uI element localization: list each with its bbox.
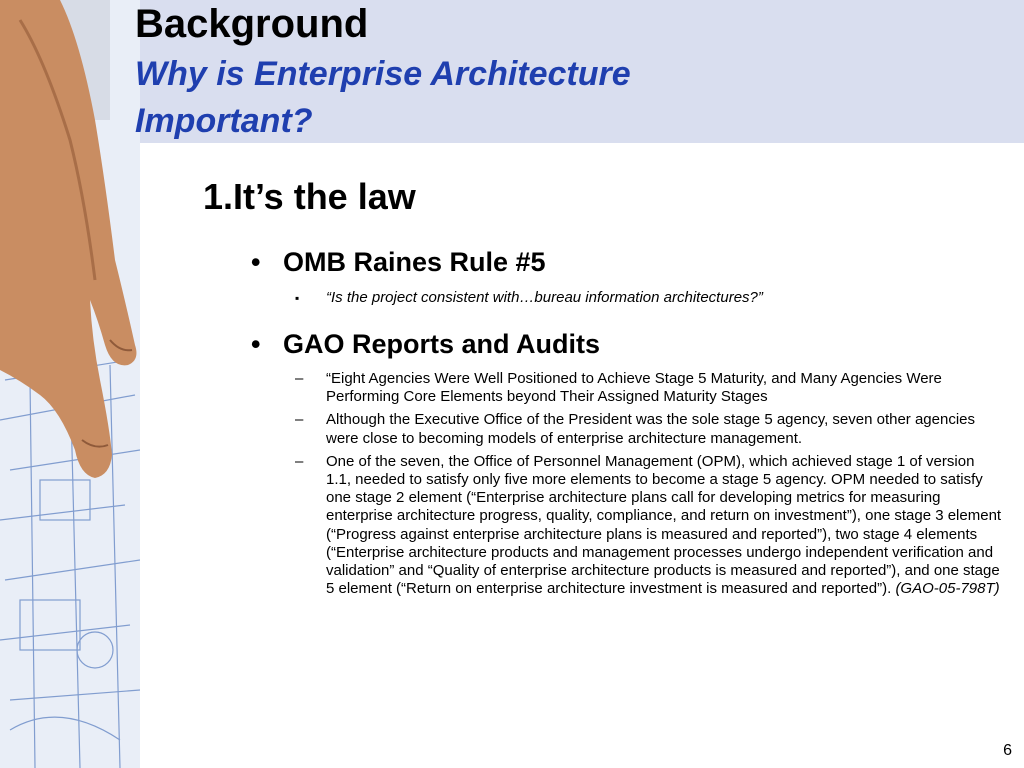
bullet-dash: – [295, 411, 304, 429]
title-block [135, 2, 1015, 150]
bullet-gao [203, 326, 1003, 362]
gao-citation: (GAO-05-798T) [895, 580, 1000, 598]
omb-quote-text: “Is the project consistent with…bureau information architectures?” [326, 289, 763, 306]
slide-title: Background [135, 2, 369, 46]
bullet-round: • [251, 247, 261, 277]
bullet-round: • [251, 329, 261, 359]
slide-subtitle-line1: Why is Enterprise Architecture [135, 55, 631, 93]
gao-item-1 [203, 370, 1003, 406]
gao-item-1-text: “Eight Agencies Were Well Positioned to Achieve Stage 5 Maturity, and Many Agencies Were Performing Core Elements beyond Their Assigned Maturity Stages [326, 370, 942, 406]
heading-law: 1.It’s the law [203, 176, 416, 217]
bullet-dash: – [295, 452, 304, 470]
bullet-gao-text: GAO Reports and Audits [283, 329, 601, 359]
gao-item-2-text: Although the Executive Office of the President was the sole stage 5 agency, seven other agencies were close to becoming models of enterprise architecture management. [326, 411, 976, 447]
slide-subtitle-line2: Important? [135, 102, 313, 140]
bullet-omb [203, 244, 1003, 280]
gao-item-2 [203, 411, 1003, 447]
gao-item-3 [203, 453, 1003, 599]
omb-quote [203, 288, 1003, 308]
bullet-omb-text: OMB Raines Rule #5 [283, 247, 546, 277]
page-number: 6 [1003, 742, 1012, 759]
bullet-dash: – [295, 370, 304, 387]
slide-content [203, 172, 1003, 603]
bullet-square: ▪ [295, 291, 300, 305]
hand-over-blueprint-icon [0, 0, 140, 768]
gao-item-3-text: One of the seven, the Office of Personnel Management (OPM), which achieved stage 1 of version 1.1, needed to satisfy only five more elements to become a stage 5 agency. OPM needed to satisfy one stage 2 element (“Enterprise architecture plans call for developing metrics for measuring enterprise architecture progress, quality, compliance, and return on investment”), one stage 3 element (“Progress against enterprise architecture plans is measured and reported”), two stage 4 elements (“Enterprise architecture products and management processes undergo independent verification and validation” and “Quality of enterprise architecture products is measured and reported”), and one stage 5 element (“Return on enterprise architecture investment is measured and reported”). [326, 452, 1002, 598]
